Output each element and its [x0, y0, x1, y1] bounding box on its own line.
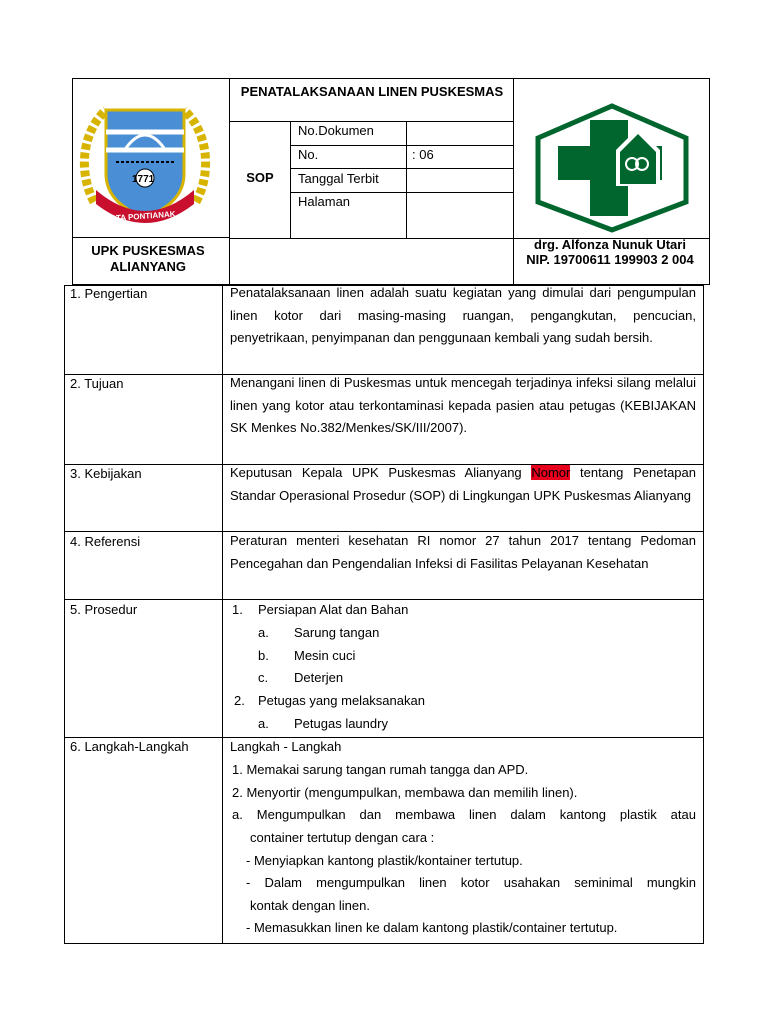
text-kebijakan [230, 462, 696, 507]
field-value-no: : 06 [412, 147, 434, 162]
kebijakan-text-before: Keputusan Kepala UPK Puskesmas Alianyang [230, 465, 532, 480]
kebijakan-text-after: tentang Penetapan Standar Operasional Prosedur (SOP) di Lingkungan UPK Puskesmas Alianyang [230, 465, 696, 503]
label-prosedur: 5. Prosedur [70, 602, 138, 617]
label-referensi: 4. Referensi [70, 534, 141, 549]
langkah-sub-2-line2: kontak dengan linen. [250, 898, 370, 913]
langkah-sub-3: - Memasukkan linen ke dalam kantong plastik/container tertutup. [246, 920, 618, 935]
prosedur-item-1a-num: a. [258, 625, 269, 640]
prosedur-item-2a-num: a. [258, 716, 269, 731]
signer-nip: NIP. 19700611 199903 2 004 [526, 252, 694, 267]
prosedur-item-1: Persiapan Alat dan Bahan [258, 602, 409, 617]
langkah-step-1: 1. Memakai sarung tangan rumah tangga dan APD. [232, 762, 529, 777]
text-referensi: Peraturan menteri kesehatan RI nomor 27 tahun 2017 tentang Pedoman Pencegahan dan Pengendalian Infeksi di Fasilitas Pelayanan Kesehatan [230, 533, 696, 571]
prosedur-item-2-num: 2. [234, 693, 245, 708]
langkah-step-2: 2. Menyortir (mengumpulkan, membawa dan memilih linen). [232, 785, 578, 800]
field-label-halaman: Halaman [298, 194, 351, 209]
prosedur-item-2: Petugas yang melaksanakan [258, 693, 425, 708]
logo-year: 1771 [132, 174, 155, 185]
langkah-step-a-line1: a. Mengumpulkan dan membawa linen dalam kantong plastik atau [232, 807, 696, 822]
langkah-sub-2-line1: - Dalam mengumpulkan linen kotor usahakan seminimal mungkin [246, 875, 696, 890]
field-label-no: No. [298, 147, 319, 162]
label-pengertian: 1. Pengertian [70, 286, 148, 301]
kebijakan-highlight: Nomor [531, 465, 571, 480]
text-tujuan: Menangani linen di Puskesmas untuk mencegah terjadinya infeksi silang melalui linen yang kotor atau terkontaminasi kepada pasien atau petugas (KEBIJAKAN SK Menkes No.382/Menkes/SK/III/2007). [230, 375, 696, 436]
langkah-sub-1: - Menyiapkan kantong plastik/kontainer tertutup. [246, 853, 523, 868]
label-kebijakan: 3. Kebijakan [70, 466, 142, 481]
kota-pontianak-logo [76, 92, 214, 230]
prosedur-item-1c-num: c. [258, 670, 269, 685]
text-pengertian: Penatalaksanaan linen adalah suatu kegiatan yang dimulai dari pengumpulan linen kotor dari masing-masing ruangan, pengangkutan, pencucian, penyetrikaan, penyimpanan dan penggunaan kembali yang sudah bersih. [230, 285, 696, 346]
langkah-step-a-line2: container tertutup dengan cara : [250, 830, 435, 845]
prosedur-item-1c: Deterjen [294, 670, 344, 685]
puskesmas-logo [534, 102, 690, 234]
prosedur-item-1a: Sarung tangan [294, 625, 380, 640]
field-label-no-dokumen: No.Dokumen [298, 123, 374, 138]
logo-city-text: KOTA PONTIANAK [103, 209, 176, 224]
signer-name: drg. Alfonza Nunuk Utari [534, 237, 686, 252]
label-langkah: 6. Langkah-Langkah [70, 739, 189, 754]
prosedur-item-2a: Petugas laundry [294, 716, 388, 731]
prosedur-item-1b: Mesin cuci [294, 648, 356, 663]
organization-name: UPK PUSKESMAS ALIANYANG [91, 243, 205, 274]
langkah-heading: Langkah - Langkah [230, 739, 342, 754]
document-title: PENATALAKSANAAN LINEN PUSKESMAS [240, 84, 504, 99]
signer-block [516, 237, 704, 267]
sop-label: SOP [246, 170, 274, 185]
label-tujuan: 2. Tujuan [70, 376, 124, 391]
prosedur-item-1b-num: b. [258, 648, 269, 663]
field-label-tanggal-terbit: Tanggal Terbit [298, 171, 379, 186]
prosedur-item-1-num: 1. [232, 602, 243, 617]
